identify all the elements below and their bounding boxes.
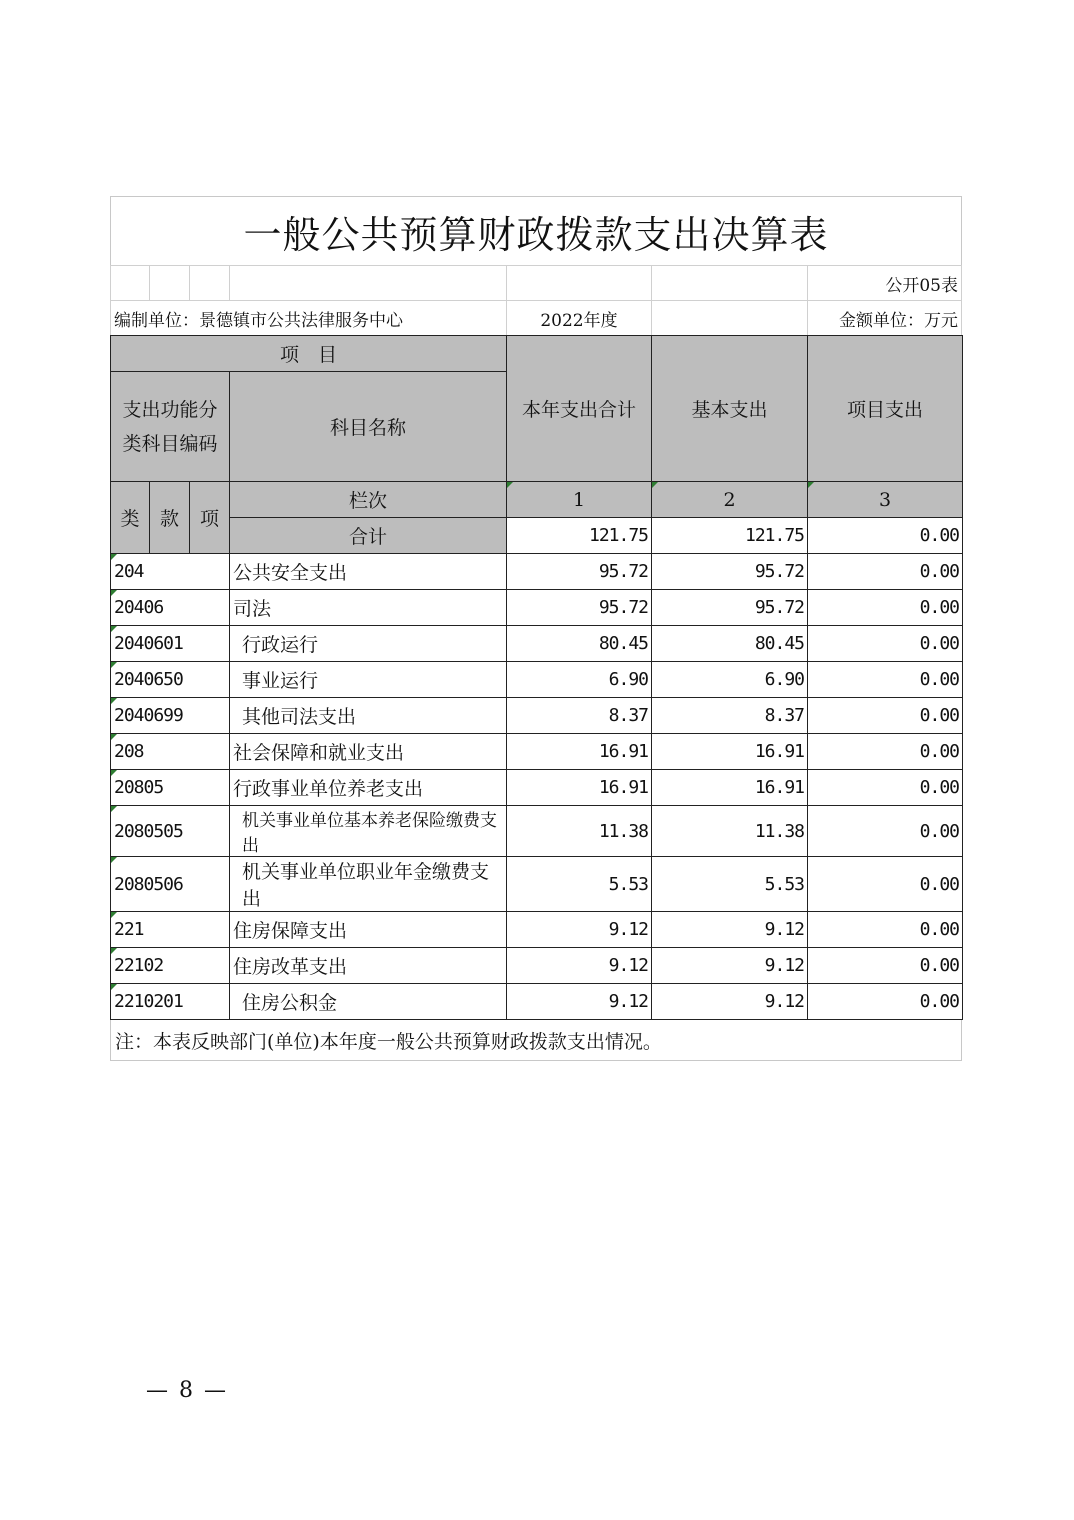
row-total: 95.72 [507,590,652,626]
table-row [111,626,963,662]
row-total: 16.91 [507,734,652,770]
table-title: 一般公共预算财政拨款支出决算表 [110,196,962,265]
row-basic: 16.91 [652,734,808,770]
table-note: 注：本表反映部门(单位)本年度一般公共预算财政拨款支出情况。 [110,1020,962,1061]
year-label: 2022年度 [507,301,652,335]
header-lanci: 栏次 [230,482,507,518]
row-basic: 95.72 [652,554,808,590]
row-total: 8.37 [507,698,652,734]
row-code: 2080506 [111,857,230,912]
row-project: 0.00 [808,857,963,912]
row-name: 机关事业单位基本养老保险缴费支出 [230,806,507,857]
row-project: 0.00 [808,806,963,857]
row-name: 其他司法支出 [230,698,507,734]
form-code: 公开05表 [885,275,958,296]
row-total: 6.90 [507,662,652,698]
col-number-2: 2 [652,482,808,518]
header-kuan: 款 [150,482,190,554]
row-project: 0.00 [808,554,963,590]
page-number: — 8 — [146,1378,228,1403]
header-col-total: 本年支出合计 [507,336,652,482]
row-name: 社会保障和就业支出 [230,734,507,770]
row-code: 2040650 [111,662,230,698]
row-basic: 9.12 [652,948,808,984]
col-number-3: 3 [808,482,963,518]
table-row [111,662,963,698]
row-code: 20805 [111,770,230,806]
header-col-basic: 基本支出 [652,336,808,482]
header-item: 项 目 [111,336,507,372]
row-code: 204 [111,554,230,590]
row-project: 0.00 [808,662,963,698]
row-project: 0.00 [808,734,963,770]
table-row [111,806,963,857]
row-project: 0.00 [808,912,963,948]
header-lei: 类 [111,482,150,554]
row-code: 2210201 [111,984,230,1020]
row-project: 0.00 [808,770,963,806]
row-name: 司法 [230,590,507,626]
table-row [111,770,963,806]
sum-label: 合计 [230,518,507,554]
table-row [111,590,963,626]
row-project: 0.00 [808,590,963,626]
unit-label: 编制单位：景德镇市公共法律服务中心 [111,301,507,335]
row-code: 221 [111,912,230,948]
row-total: 95.72 [507,554,652,590]
table-row [111,984,963,1020]
row-name: 机关事业单位职业年金缴费支出 [230,857,507,912]
sum-basic: 121.75 [652,518,808,554]
row-total: 80.45 [507,626,652,662]
row-project: 0.00 [808,948,963,984]
header-subject-name: 科目名称 [230,372,507,482]
row-name: 住房公积金 [230,984,507,1020]
row-name: 行政事业单位养老支出 [230,770,507,806]
row-name: 住房保障支出 [230,912,507,948]
currency-label: 金额单位：万元 [839,310,958,331]
row-basic: 80.45 [652,626,808,662]
header-xiang: 项 [190,482,230,554]
row-project: 0.00 [808,698,963,734]
row-code: 2080505 [111,806,230,857]
sum-project: 0.00 [808,518,963,554]
row-basic: 5.53 [652,857,808,912]
row-project: 0.00 [808,984,963,1020]
row-basic: 8.37 [652,698,808,734]
table-row [111,734,963,770]
table-row [111,698,963,734]
row-name: 住房改革支出 [230,948,507,984]
form-code-row [110,265,962,300]
row-basic: 6.90 [652,662,808,698]
budget-sheet [110,196,962,1061]
table-row [111,912,963,948]
header-func-code: 支出功能分类科目编码 [111,372,230,482]
expenditure-table [110,335,963,1020]
row-basic: 9.12 [652,912,808,948]
row-total: 5.53 [507,857,652,912]
table-row [111,948,963,984]
row-basic: 95.72 [652,590,808,626]
row-name: 公共安全支出 [230,554,507,590]
header-col-project: 项目支出 [808,336,963,482]
row-code: 2040699 [111,698,230,734]
row-total: 9.12 [507,948,652,984]
meta-row [110,300,962,335]
row-code: 20406 [111,590,230,626]
row-basic: 16.91 [652,770,808,806]
table-row [111,554,963,590]
row-total: 11.38 [507,806,652,857]
row-total: 9.12 [507,984,652,1020]
row-name: 行政运行 [230,626,507,662]
row-project: 0.00 [808,626,963,662]
row-code: 208 [111,734,230,770]
row-basic: 11.38 [652,806,808,857]
row-total: 9.12 [507,912,652,948]
row-code: 2040601 [111,626,230,662]
row-basic: 9.12 [652,984,808,1020]
col-number-1: 1 [507,482,652,518]
row-code: 22102 [111,948,230,984]
table-row [111,857,963,912]
sum-total: 121.75 [507,518,652,554]
row-name: 事业运行 [230,662,507,698]
row-total: 16.91 [507,770,652,806]
